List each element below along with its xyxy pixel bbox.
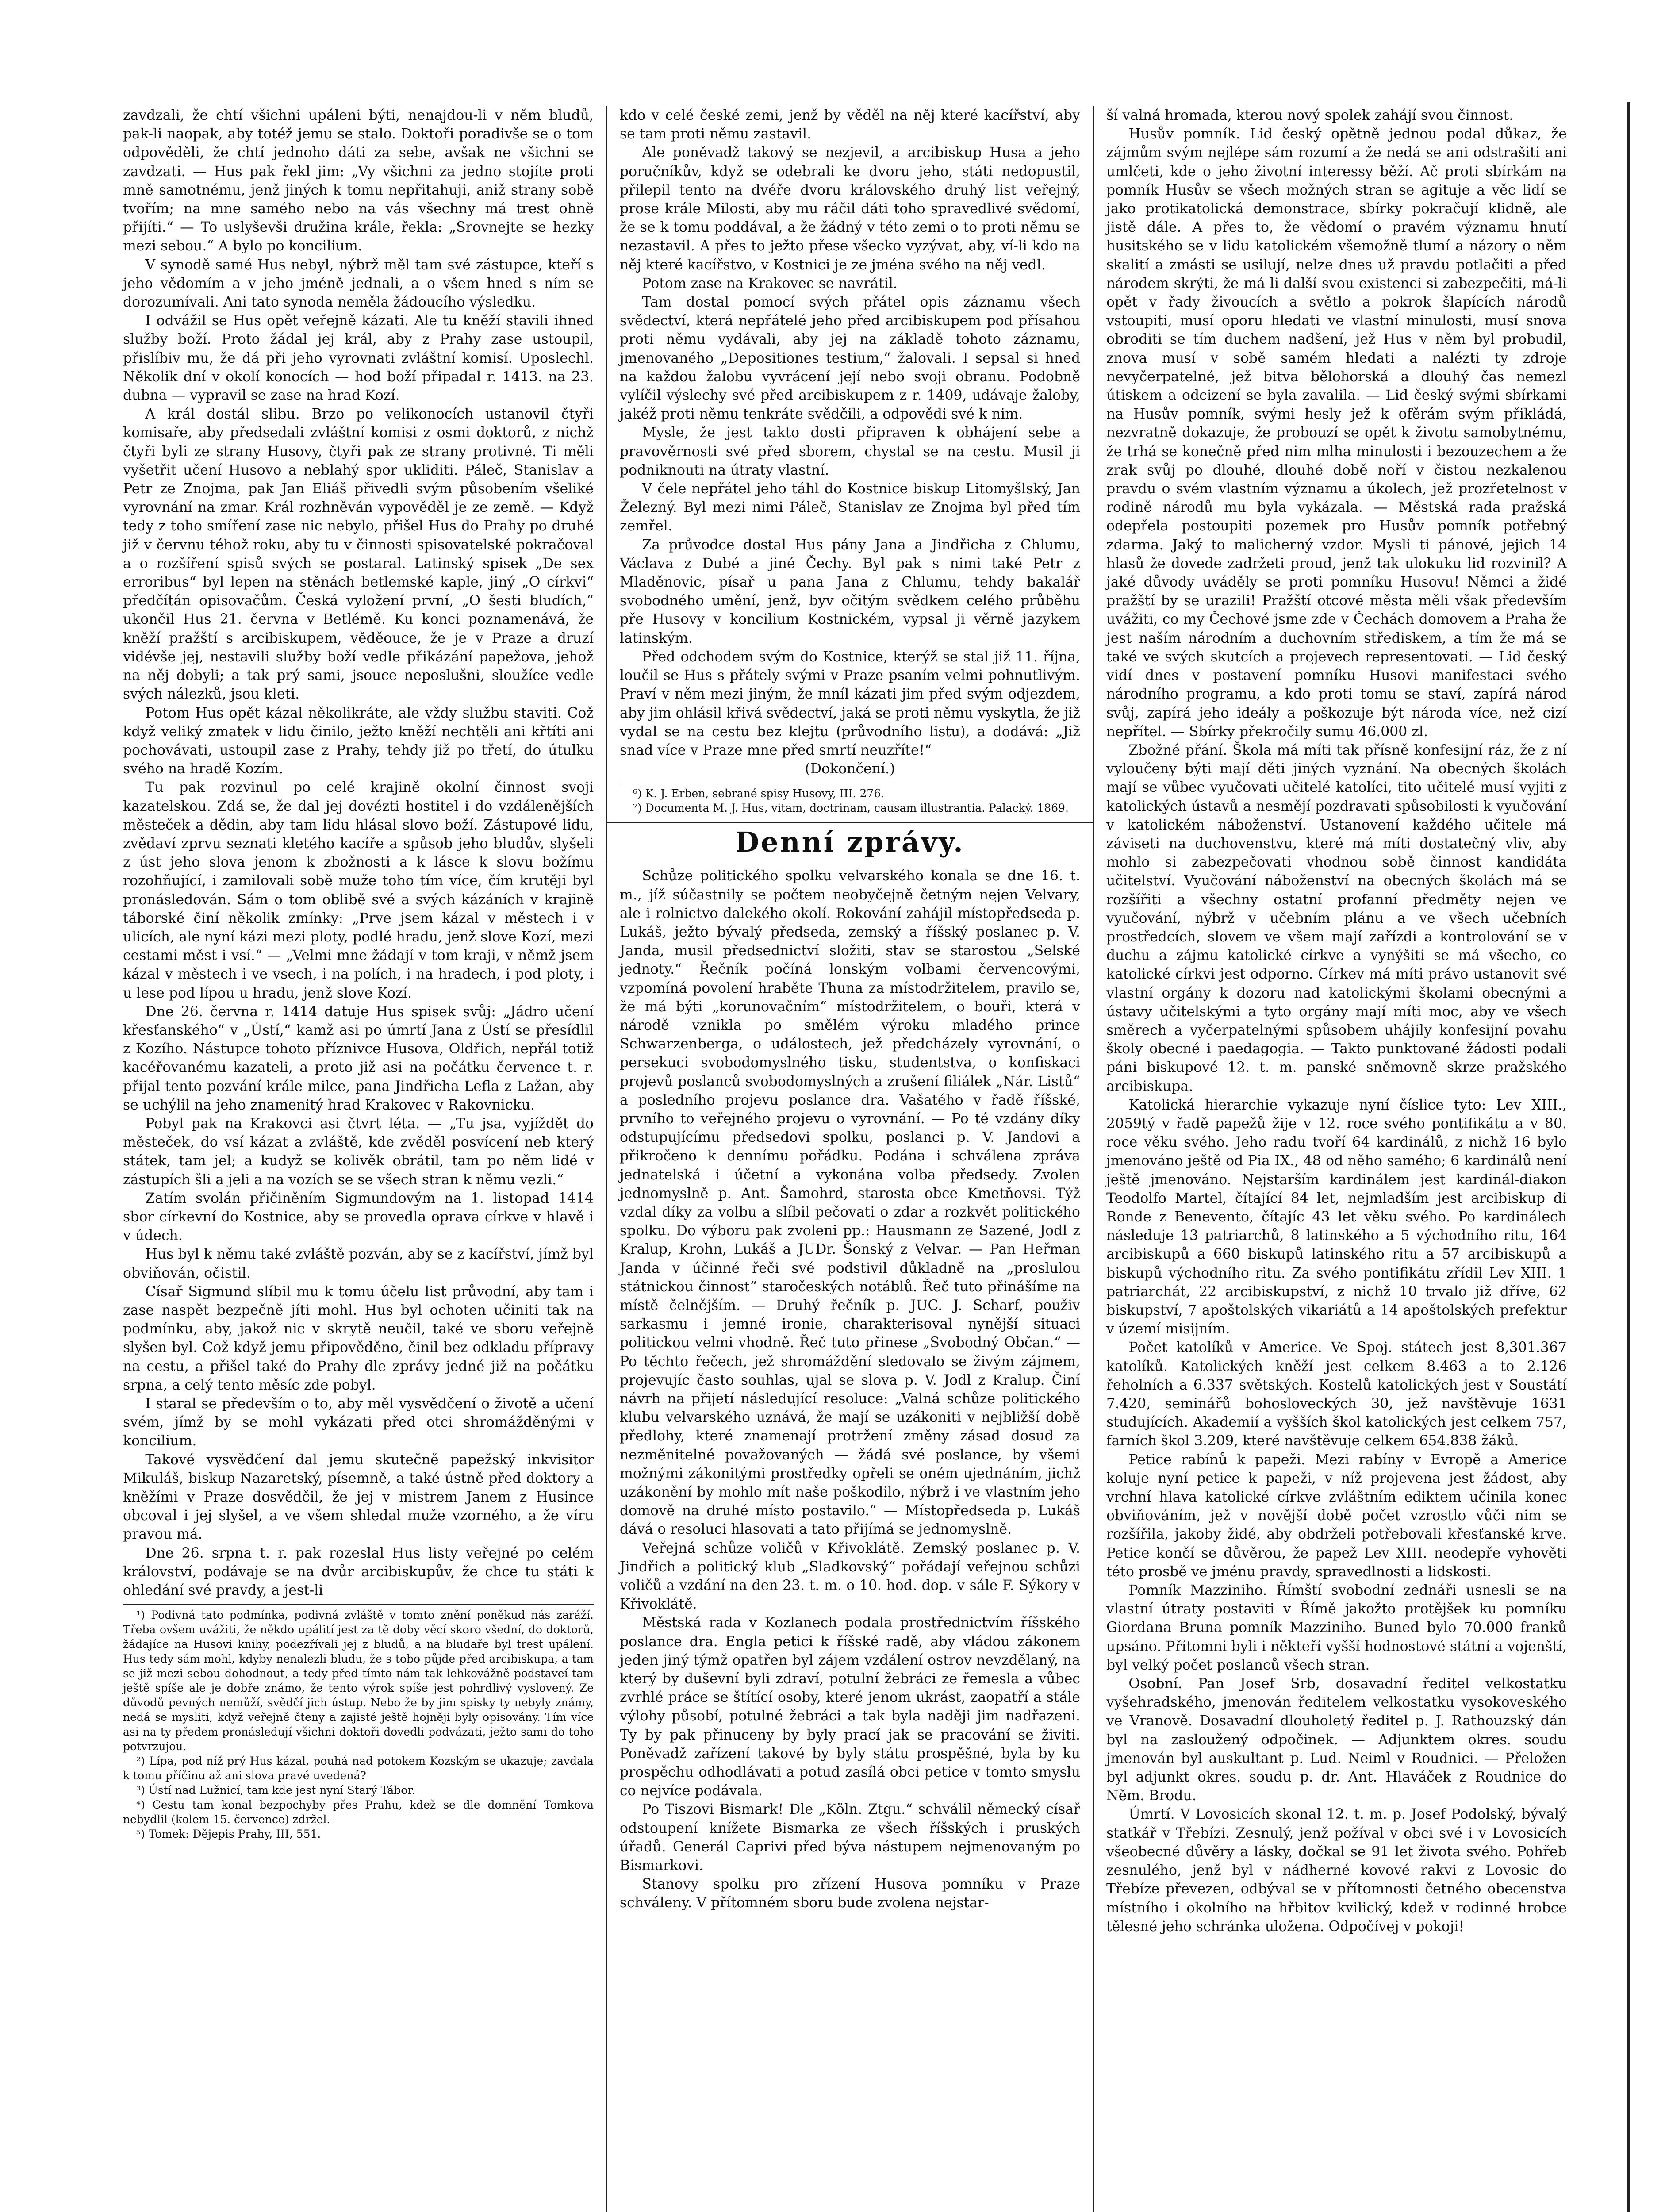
column-right [1093, 106, 1579, 2212]
article-paragraph: Ale poněvadž takový se nezjevil, a arcibiskup Husa a jeho poručníkův, když se odebrali ke dvoru jeho, státi nedopustil, přilepil tento na dvéře dvoru královského druhý list veřejný, prose krále Milosti, aby mu ráčil dáti toho spravedlivé svědomí, že se k tomu poddával, a že žádný v této zemi o to proti němu se nezastavil. A přes to ježto přese všecko vyzývat, aby, ví-li kdo na něj které kacířstvo, v Kostnici je ze jména svého na něj vedl. [620, 145, 1080, 273]
article-paragraph: Dne 26. srpna t. r. pak rozeslal Hus listy veřejné po celém království, podávaje se na dvůr arcibiskupův, že chce tu státi k ohledání své pravdy, a jest-li [123, 1545, 594, 1599]
article-paragraph: I odvážil se Hus opět veřejně kázati. Ale tu kněží stavili ihned služby boží. Proto žádal jej král, aby z Prahy zase ustoupil, přislíbiv mu, že dá při jeho vyrovnati zvláštní komisí. Uposlechl. Několik dní v okolí konocích — hod boží připadal r. 1413. na 23. dubna — vypravil se zase na hrad Kozí. [123, 313, 594, 404]
article-paragraph: Takové vysvědčení dal jemu skutečně papežský inkvisitor Mikuláš, biskup Nazaretský, písemně, a také ústně před doktory a kněžími v Praze dosvědčil, že jej v mistrem Janem z Husince obcoval i jej slyšel, a ve všem shledal muže vzorného, a že víru pravou má. [123, 1452, 594, 1543]
article-paragraph: Mysle, že jest takto dosti připraven k obhájení sebe a pravověrnosti své před sborem, chystal se na cestu. Musil ji podniknouti na útraty vlastní. [620, 425, 1080, 478]
news-item: Po Tiszovi Bismark! Dle „Köln. Ztgu.“ schválil německý císař odstoupení knížete Bismarka ze všech říšských i pruských úřadů. Generál Caprivi před býva nástupem nejmenovaným po Bismarkovi. [620, 1801, 1080, 1874]
article-paragraph: Hus byl k němu také zvláště pozván, aby se z kacířství, jímž byl obviňován, očistil. [123, 1246, 594, 1281]
news-item: Veřejná schůze voličů v Křivoklátě. Zemský poslanec p. V. Jindřich a politický klub „Sladkovský“ pořádají veřejnou schůzi voličů a vzdání na den 23. t. m. o 10. hod. dop. v sále F. Sýkory v Křivoklátě. [620, 1540, 1080, 1613]
article-paragraph: V synodě samé Hus nebyl, nýbrž měl tam své zástupce, kteří s jeho vědomím a v jeho jméně jednali, a o všem hned s ním se dorozumívali. Ani tato synoda neměla žádoucího výsledku. [123, 257, 594, 311]
page-edge-rule [1627, 102, 1630, 2212]
news-item: Petice rabínů k papeži. Mezi rabíny v Evropě a Americe koluje nyní petice k papeži, v níž projevena jest žádost, aby vrchní hlava katolické církve zvláštním ediktem učinila konec obviňováním, jež v novější době počet vzrostlo vůči nim se rozšířila, jakoby židé, aby obdrželi potřebovali křesťanské krve. Petice končí se důvěrou, že papež Lev XIII. neodepře vyhověti této prosbě ve jménu pravdy, spravedlnosti a lidskosti. [1106, 1452, 1567, 1580]
column-left [111, 106, 606, 2212]
article-paragraph: Císař Sigmund slíbil mu k tomu účelu list průvodní, aby tam i zase naspět bezpečně jíti mohl. Hus byl ochoten učiniti tak na podmínku, aby, jakož nic v skrytě neučil, také ve sboru veřejně slyšen byl. Což když jemu připověděno, činil bez odkladu přípravy na cestu, a přišel také do Prahy dle zprávy jedné již na počátku srpna, a celý tento měsíc zde pobyl. [123, 1283, 594, 1393]
news-item: Úmrtí. V Lovosicích skonal 12. t. m. p. Josef Podolský, bývalý statkář v Třebízi. Zesnulý, jenž požíval v obci své i v Lovosicích všeobecné důvěry a lásky, dočkal se 91 let života svého. Pohřeb zesnulého, jenž byl v nádherné kovové rakvi z Lovosic do Třebíze převezen, odbýval se v přítomnosti četného obecenstva místního i okolního na hřbitov kvilický, kdež v rodinné hrobce tělesné jeho schránka uložena. Odpočívej v pokoji! [1106, 1806, 1567, 1935]
footnotes [123, 1604, 594, 1841]
footnote: ¹) Podivná tato podmínka, podivná zvláště v tomto znění poněkud nás zaráží. Třeba ovšem uvážiti, že někdo upálití jest za tě doby věcí skoro všední, do doktorů, žádajíce na Husovi knihy, podezřívali jej z bludů, a na bludaře byl trest upálení. Hus tedy sám mohl, kdyby nenalezli bludu, že s tobo půjde před arcibiskupa, a tam se již mezi sebou dohodnout, a tedy před tímto nám tak lehkovážně podstaveí tam ještě spíše ale je dobře známo, že tento výrok spíše jest pohrdlivý vyslovený. Ze důvodů pevných nemůží, svědčí jich ústup. Nebo že by jim spisky ty nebyly známy, nedá se mysliti, když veřejně čteny a zajisté ještě hojněji byly opisovány. Tím více asi na ty předem pronásledují všichni doktoři dovedli podvázati, ježto sami do toho potvrzujou. [123, 1609, 594, 1753]
article-paragraph: Tam dostal pomocí svých přátel opis záznamu všech svědectví, která nepřátelé jeho před arcibiskupem pod přísahou proti němu vydávali, aby jej na základě tohoto záznamu, jmenovaného „Depositiones testium,“ žalovali. I sepsal si hned na každou žalobu vyvrácení její nebo svoji obranu. Podobně vylíčil výslechy své před arcibiskupem z r. 1409, udávaje žaloby, jakéž proti němu tenkráte svědčili, a odpovědi své k nim. [620, 294, 1080, 422]
article-paragraph: zavdzali, že chtí všichni upáleni býti, nenajdou-li v něm bludů, pak-li naopak, aby totéž jemu se stalo. Doktoři poradivše se o tom odpověděli, že chtí jednoho dáti za sebe, avšak ne všichni se zavdzati. — Hus pak řekl jim: „Vy všichni za jedno stojíte proti mně samotnému, jenž jiných k tomu nepřitahuji, aniž strany sobě tvořím; na mne samého nebo na vás všechny má trest ohně přijíti.“ — To uslyševši družina krále, řekla: „Srovnejte se hezky mezi sebou.“ A bylo po koncilium. [123, 108, 594, 254]
news-item: Husův pomník. Lid český opětně jednou podal důkaz, že zájmům svým nejlépe sám rozumí a že nedá se ani odstrašiti ani umlčeti, kde o jeho životní interessy běží. Ač proti sbírkám na pomník Husův se všech možných stran se agituje a věc lidí se jako protikatolická demonstrace, sbírky pokračují klidně, ale jistě dále. A přes to, že vědomí o pravém významu hnutí husitského se v lidu katolickém všemožně tlumí a názory o něm skalití a zmásti se usilují, nelze dnes už pravdu potlačiti a před národem skrýti, že má li další svou existenci si zabezpečiti, má-li opět v řady živoucích a světlo a pokrok šlapících národů vstoupiti, musí oporu hledati ve vlastní minulosti, musí snova obroditi se tím duchem nadšení, jež Hus v něm byl probudil, znova musí v sobě samém hledati a nalézti ty zdroje nevyčerpatelné, jež bitva bělohorská a dlouhý čas nemezl útiskem a odcizení se byla zavalila. — Lid český svými sbírkami na Husův pomník, svými hesly jež k ofěrám svým přikládá, nezvratně dokazuje, že probouzí se opět k životu samobytnému, že trhá se konečně před nim mlha minulosti i bezouzechem a že zrak svůj po dlouhé, dlouhé době noří v čistou nezkalenou pravdu o svém vlastním významu a úkolech, jež prozřetelnost v rodině národů mu byla vykázala. — Městská rada pražská odepřela postoupiti pozemek pro Husův pomník potřebný zdarma. Jaký to malicherný vzdor. Mysli ti pánové, jejich 14 hlasů že dovede zadržeti proud, jenž tak ulokuku lid rozvinil? A jaké důvody uváděly se proti pomníku Husovu! Němci a židé pražští by se urazili! Pražští otcové města měli však především uvážiti, co my Čechové jsme zde v Čechách domovem a Praha že jest naším národním a duchovním střediskem, a tím že má se také ve svých skutcích a projevech representovati. — Lid český vidí dnes v postavení pomníku Husovi manifestaci svého národního programu, a kdo proti tomu se staví, zapírá národ svůj, zapírá jeho ideály a poškozuje být národa více, než cizí nepřítel. — Sbírky překročily sumu 46.000 zl. [1106, 126, 1567, 740]
news-item: Stanovy spolku pro zřízení Husova pomníku v Praze schváleny. V přítomném sboru bude zvolena nejstar- [620, 1876, 1080, 1911]
article-paragraph: kdo v celé české zemi, jenž by věděl na něj které kacířství, aby se tam proti němu zastavil. [620, 108, 1080, 142]
news-item: Počet katolíků v Americe. Ve Spoj. státech jest 8,301.367 katolíků. Katolických kněží jest celkem 8.463 a to 2.126 řeholních a 6.337 světských. Kostelů katolických jest v Soustátí 7.420, seminářů bohosloveckých 30, jež navštěvuje 1631 studujících. Akademií a vyšších škol katolických jest celkem 757, farních škol 3.209, které navštěvuje celkem 654.838 žáků. [1106, 1340, 1567, 1449]
footnote: ⁴) Cestu tam konal bezpochyby přes Prahu, kdež se dle domnění Tomkova nebydlil (kolem 15. července) zdržel. [123, 1798, 594, 1826]
footnotes [620, 783, 1080, 815]
footnote: ³) Ústí nad Lužnicí, tam kde jest nyní Starý Tábor. [136, 1784, 415, 1797]
article-paragraph: Dne 26. června r. 1414 datuje Hus spisek svůj: „Jádro učení křesťanského“ v „Ústí,“ kamž asi po úmrtí Jana z Ústí se přesídlil z Kozího. Nástupce tohoto příznivce Husova, Oldřich, nepřál totiž kacéřovanému kazateli, a proto již asi na počátku července t. r. přijal tento pozvání krále milce, pana Jindřicha Lefla z Lažan, aby se uchýlil na jeho znamenitý hrad Krakovec v Rakovnicku. [123, 1003, 594, 1113]
article-paragraph: Potom Hus opět kázal několikráte, ale vždy službu staviti. Což když veliký zmatek v lidu činilo, ježto kněží nechtěli ani křtíti ani pochovávati, ustoupil zase z Prahy, tehdy již po třetí, do útulku svého na hradě Kozím. [123, 705, 594, 777]
column-middle [606, 106, 1093, 2212]
article-paragraph: Pobyl pak na Krakovci asi čtvrt léta. — „Tu jsa, vyjíždět do městeček, do vsí kázat a zvláště, kde zvěděl posvícení neb který státek, tam jel; a kudyž se kolivěk obrátil, tam po něm lidé v zástupích šli a jeli a na vozích se se všech stran k němu vezli.“ [123, 1115, 594, 1188]
continuation-note: (Dokončení.) [805, 761, 895, 777]
article-paragraph: I staral se především o to, aby měl vysvědčení o životě a učení svém, jímž by se mohl vykázati před otci shromážděnými v koncilium. [123, 1396, 594, 1449]
article-paragraph: A král dostál slibu. Brzo po velikonocích ustanovil čtyři komisaře, aby předsedali zvláštní komisi z osmi doktorů, z nichž čtyři byli ze strany Husovy, čtyři pak ze strany protivné. Ti měli vyšetřit učení Husovo a neblahý spor ukliditi. Páleč, Stanislav a Petr ze Znojma, pak Jan Eliáš přivedli svým působením všeliké vyrovnání na zmar. Král rozhněván vypověděl je ze země. — Když tedy z toho smíření zase nic nebylo, přišel Hus do Prahy po druhé již v červnu téhož roku, aby tu v činnosti spisovatelské pokračoval a o rozšíření spisů svých se postaral. Latinský spisek „De sex erroribus“ byl lepen na stěnách betlemské kaple, jiný „O církvi“ předčítán opisovačům. Česká vyložení první, „O šesti bludích,“ ukončil Hus 21. června v Betlémě. Ku konci poznamenává, že kněží pražští s arcibiskupem, věděouce, že je v Praze a druzí vidévše jej, nestavili služby boží vedle přikázání papežova, jehož na něj dobyli; a tak prý sami, jsouce neposlušni, sloužíce vedle svých nálezků, jsou kleti. [123, 406, 594, 703]
article-paragraph: Za průvodce dostal Hus pány Jana a Jindřicha z Chlumu, Václava z Dubé a jiné Čechy. Byl pak s nimi také Petr z Mladěnovic, písař u pana Jana z Chlumu, tehdy bakalář svobodného umění, jenž, byv očitým svědkem celého průběhu pře Husovy v koncilium Kostnickém, vypsal ji věrně jazykem latinským. [620, 537, 1080, 646]
article-paragraph: V čele nepřátel jeho táhl do Kostnice biskup Litomyšlský, Jan Železný. Byl mezi nimi Páleč, Stanislav ze Znojma byl před tím zemřel. [620, 481, 1080, 534]
article-paragraph: Před odchodem svým do Kostnice, kterýž se stal již 11. října, loučil se Hus s přátely svými v Praze psaním velmi pohnutlivým. Praví v něm mezi jiným, že mníl kázati jim před svým odjezdem, aby jim ohlásil křivá svědectví, jaká se proti němu vyskytla, že již vydal se na cestu bez klejtu (průvodního listu), a dodává: „Již snad více v Praze mne před smrtí neuzříte!“ [620, 649, 1080, 758]
news-item: Městská rada v Kozlanech podala prostřednictvím říšského poslance dra. Engla petici k říšské radě, aby vládou zákonem jeden jiný týmž opatřen byl zájem vzdálení ostrov nevzdělaný, na který by duševní byli zdraví, potulní žebráci ze řemesla a vůbec zvrhlé práce se štítící osoby, které jenom ukrást, zaopatří a stále výlohy působí, potulné žebráci a tak byla naději jim nadřazeni. Ty by pak přinuceny by byly prací jak se pracování se živiti. Poněvadž zařízení takové by byly státu prospěšné, byla by ku prospěchu odhodlávati a potud zasílá obci petice v tomto smyslu co nejvíce podávala. [620, 1615, 1080, 1799]
newspaper-page [111, 106, 1579, 2212]
footnote: ²) Lípa, pod níž prý Hus kázal, pouhá nad potokem Kozským se ukazuje; zavdala k tomu příčinu až ani slova pravé uvedená? [123, 1755, 594, 1782]
news-item: Zbožné přání. Škola má míti tak přísně konfesijní ráz, že z ní vyloučeny býti mají děti jiných vyznání. Na obecných školách mají se vůbec vyučovati učitelé katolíci, tito učitelé musí vyjiti z katolických ústavů a nesmějí pozdravati spůsobilosti k vyučování v katolickém náboženství. Ustanovení každého učitele má záviseti na duchovenstvu, které má míti dostatečný vliv, aby mohlo si zabezpečovati vhodnou sobě činnost kandidáta učitelství. Vyučování náboženství na obecných školách má se rozšířiti a všechny ostatní profanní předměty nejen ve vyučování, nýbrž v učebním plánu a ve všech učebních prostředcích, slovem ve všem mají zařízdi a kontrolování se v duchu a zájmu katolické církve a vynýšiti se má všecho, co katolické církvi jest odporno. Církev má míti právo ustanovit své vlastní orgány k dozoru nad katolickými školami obecnými a ústavy učitelskými a tyto orgány mají míti moc, aby ve všech směrech a vyčerpatelnými spůsobem uhájily konfesijní povahu školy obecné i paedagogia. — Takto punktované žádosti podali páni biskupové 12. t. m. panské sněmovně skrze pražského arcibiskupa. [1106, 742, 1567, 1094]
news-item: Osobní. Pan Josef Srb, dosavadní ředitel velkostatku vyšehradského, jmenován ředitelem velkostatku vysokoveského ve Vranově. Dosavadní dlouholetý ředitel p. J. Rathouzský dán byl na zasloužený odpočinek. — Adjunktem okres. soudu jmenován byl auskultant p. Lud. Neiml v Roudnici. — Přeložen byl adjunkt okres. soudu p. dr. Ant. Hlaváček z Roudnice do Něm. Brodu. [1106, 1676, 1567, 1804]
article-paragraph: Tu pak rozvinul po celé krajině okolní činnost svoji kazatelskou. Zdá se, že dal jej dovézti hostitel i do vzdálenějších městeček a dědin, aby tam lidu hlásal slovo boží. Zástupové lidu, zvědaví zprvu seznati kletého kacíře a spůsob jeho bludův, slyšeli z úst jeho slova jenom k zbožnosti a k lásce k slovu božímu rozohňující, i zamilovali sobě muže toho tím více, čím krutěji byl pronásledován. Sám o tom oblibě své a svých kázáních v krajině táborské činí několik zmínky: „Prve jsem kázal v městech i v ulicích, ale nyní kázi mezi ploty, podlé hradu, jenž slove Kozí, mezi cestami měst i vsí.“ — „Velmi mne žádají v tom kraji, v němž jsem kázal v městech i ve vsech, i na polích, i na hradech, i pod ploty, i u lese pod lípou u hradu, jenž slove Kozí. [123, 780, 594, 1001]
section-heading: Denní zprávy. [607, 822, 1093, 863]
footnote: ⁶) K. J. Erben, sebrané spisy Husovy, III. 276. [633, 787, 885, 800]
footnote: ⁵) Tomek: Dějepis Prahy, III, 551. [136, 1828, 321, 1841]
news-item: Katolická hierarchie vykazuje nyní číslice tyto: Lev XIII., 2059tý v řadě papežů žije v 12. roce svého pontifikátu a v 80. roce věku svého. Jeho radu tvoří 64 kardinálů, z nichž 16 bylo jmenováno ještě od Pia IX., 48 od něho samého; 6 kardinálů není ještě jmenováno. Nejstarším kardinálem jest kardinál-diakon Teodolfo Martel, čítající 84 let, nejmladším jest arcibiskup di Ronde z Benevento, čítajíc 43 let věku svého. Po kardinálech následuje 13 patriarchů, 8 latinského a 5 východního ritu, 164 arcibiskupů a 660 biskupů latinského ritu a 57 arcibiskupů a biskupů východního ritu. Za svého pontifikátu zřídil Lev XIII. 1 patriarchát, 22 arcibiskupství, z nichž 10 trvalo již dříve, 62 biskupství, 7 apoštolských vikariátů a 14 apoštolských prefektur v území misijním. [1106, 1097, 1567, 1337]
article-paragraph: Potom zase na Krakovec se navrátil. [642, 275, 898, 292]
footnote: ⁷) Documenta M. J. Hus, vitam, doctrinam, causam illustrantia. Palacký. 1869. [633, 802, 1069, 815]
news-item: Pomník Mazziniho. Římští svobodní zednáři usnesli se na vlastní útraty postaviti v Římě jakožto protějšek ku pomníku Giordana Bruna pomník Mazziniho. Buned bylo 70.000 franků upsáno. Přítomni byli i někteří vyšší hodnostové státní a vojenští, byl velký počet poslanců všech stran. [1106, 1582, 1567, 1673]
news-item: ší valná hromada, kterou nový spolek zahájí svou činnost. [1106, 108, 1514, 123]
news-item: Schůze politického spolku velvarského konala se dne 16. t. m., jíž súčastnily se počtem neobyčejně četným nejen Velvary, ale i rolnictvo dalekého okolí. Rokování zahájil místopředseda p. Lukáš, ježto bývalý předseda, zemský a říšský poslanec p. V. Janda, musil předsednictví složiti, stav se starostou „Selské jednoty.“ Řečník počíná lonským volbami červencovými, vzpomíná povolení hraběte Thuna za místodržitelem, pravilo se, že má býti „korunovačním“ místodržitelem, o bouři, která v národě vznikla po smělém výroku mladého prince Schwarzenberga, o událostech, jež předcházely vyrovnání, o persekuci svobodomyslného tisku, studentstva, o konfiskaci projevů poslanců svobodomyslných a zrušení filiálek „Nár. Listů“ a posledního projevu poslance dra. Vašatého v řadě říšské, prvního to veřejného projevu o vyrovnání. — Po té vzdány díky odstupujícímu předsedovi spolku, poslanci p. V. Jandovi a přikročeno k dennímu pořádku. Podána i schválena zpráva jednatelská i účetní a vykonána volba předsedy. Zvolen jednomyslně p. Ant. Šamohrd, starosta obce Kmetňovsi. Týž vzdal díky za volbu a slíbil pečovati o zdar a rozkvět politického spolku. Do výboru pak zvoleni pp.: Hausmann ze Sazené, Jodl z Kralup, Krohn, Lukáš a JUDr. Šonský z Velvar. — Pan Heřman Janda v účinné řeči své podstivil důkladně na „proslulou státnickou činnost“ staročeských notáblů. Řeč tuto přinášíme na místě čelnějším. — Druhý řečník p. JUC. J. Scharf, použiv sarkasmu i jemné ironie, charakterisoval nynější situaci politickou velmi vhodně. Řeč tuto přinese „Svobodný Občan.“ — Po těchto řečech, jež shromáždění sledovalo se živým zájmem, projevujíc často souhlas, ujal se slova p. V. Jodl z Kralup. Činí návrh na přijetí následující resoluce: „Valná schůze politického klubu velvarského uznává, že mají se uzákoniti v nejbližší době předlohy, které znamenají protržení změny zásad dosud za nezměnitelné považovaných — žádá své poslance, by všemi možnými zákonitými prostředky opřeli se oném ujednáním, jichž uzákonění by mohlo mít naše poškodilo, nýbrž i ve vlastním jeho domově na druhé místo postavilo.“ — Místopředseda p. Lukáš dává o resoluci hlasovati a tato přijímá se jednomyslně. [620, 868, 1080, 1538]
article-paragraph: Zatím svolán přičiněním Sigmundovým na 1. listopad 1414 sbor církevní do Kostnice, aby se provedla oprava církve v hlavě i v údech. [123, 1190, 594, 1244]
